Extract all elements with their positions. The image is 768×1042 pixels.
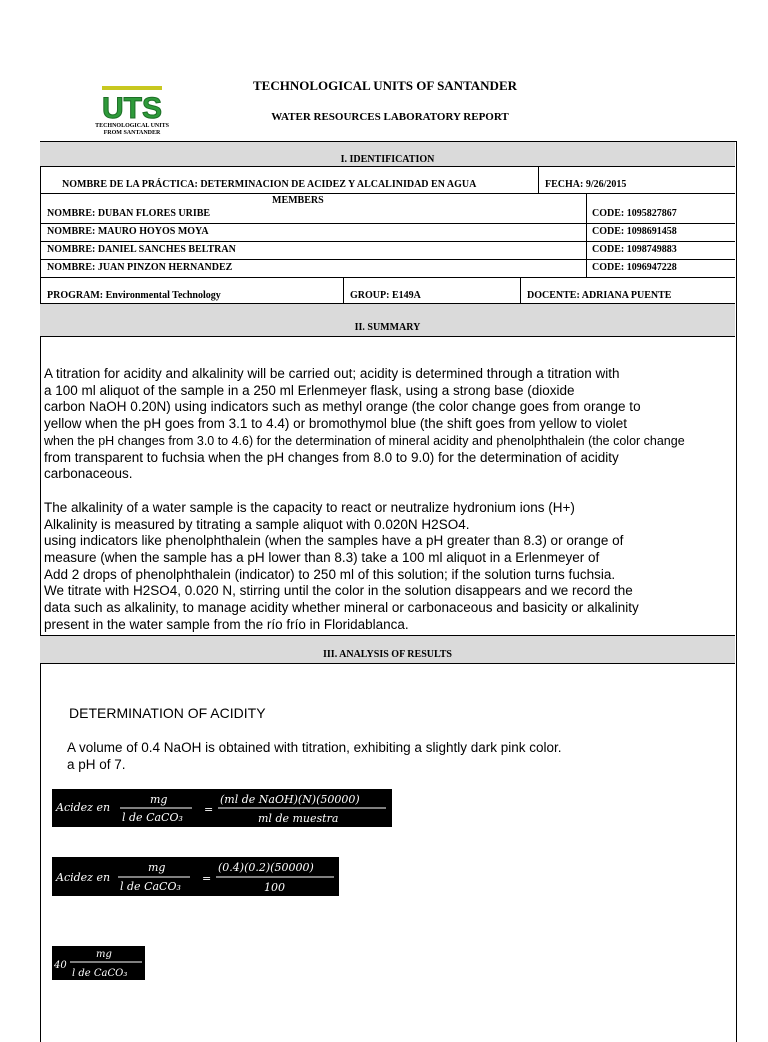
report-date: FECHA: 9/26/2015 <box>545 179 627 190</box>
member-code: CODE: 1095827867 <box>592 208 677 219</box>
svg-text:40: 40 <box>54 960 67 971</box>
svg-text:(0.4)(0.2)(50000): (0.4)(0.2)(50000) <box>218 861 314 874</box>
practice-name: NOMBRE DE LA PRÁCTICA: DETERMINACION DE ACIDEZ Y ALCALINIDAD EN AGUA <box>62 179 477 190</box>
logo-subtitle: TECHNOLOGICAL UNITS FROM SANTANDER <box>95 123 169 136</box>
member-name: NOMBRE: JUAN PINZON HERNANDEZ <box>47 262 233 273</box>
divider <box>40 223 735 224</box>
svg-text:mg: mg <box>150 793 168 806</box>
svg-text:l de CaCO₃: l de CaCO₃ <box>122 811 183 824</box>
group: GROUP: E149A <box>350 290 421 301</box>
divider <box>586 193 587 277</box>
member-name: NOMBRE: MAURO HOYOS MOYA <box>47 226 209 237</box>
svg-text:Acidez en: Acidez en <box>56 801 111 814</box>
svg-text:mg: mg <box>96 949 112 960</box>
summary-text <box>44 366 734 634</box>
members-title: MEMBERS <box>272 195 324 206</box>
member-code: CODE: 1096947228 <box>592 262 677 273</box>
analysis-header: III. ANALYSIS OF RESULTS <box>40 635 735 664</box>
divider <box>40 193 735 194</box>
svg-text:l de CaCO₃: l de CaCO₃ <box>120 880 181 893</box>
svg-text:=: = <box>204 803 214 816</box>
summary-paragraph-acidity: A titration for acidity and alkalinity will be carried out; acidity is determined through a titration with a 100 ml aliquot of the sample in a 250 ml Erlenmeyer flask, using a strong base (dioxide carbon NaOH 0.20N) using indicators such as methyl orange (the color change goes from orange to yellow when the pH goes from 3.1 to 4.4) or bromothymol blue (the shift goes from yellow to violet when the pH changes from 3.0 to 4.6) for the determination of mineral acidity and phenolphthalein (the color change from transparent to fuchsia when the pH changes from 8.0 to 9.0) for the determination of acidity carbonaceous. <box>44 366 685 482</box>
member-name: NOMBRE: DANIEL SANCHES BELTRAN <box>47 244 236 255</box>
report-title: WATER RESOURCES LABORATORY REPORT <box>271 111 509 123</box>
divider <box>40 241 735 242</box>
member-code: CODE: 1098749883 <box>592 244 677 255</box>
acidity-formula-result <box>52 946 145 980</box>
identification-header: I. IDENTIFICATION <box>40 141 735 167</box>
summary-header: II. SUMMARY <box>40 303 735 337</box>
svg-text:ml de muestra: ml de muestra <box>258 812 339 825</box>
divider <box>40 259 735 260</box>
divider <box>343 277 344 303</box>
divider <box>520 277 521 303</box>
member-code: CODE: 1098691458 <box>592 226 677 237</box>
divider <box>40 277 735 278</box>
divider <box>538 167 539 193</box>
svg-text:UTS: UTS <box>102 92 162 125</box>
svg-text:=: = <box>202 872 212 885</box>
organization-title: TECHNOLOGICAL UNITS OF SANTANDER <box>252 78 518 93</box>
svg-text:100: 100 <box>264 881 285 894</box>
program: PROGRAM: Environmental Technology <box>47 290 221 301</box>
member-name: NOMBRE: DUBAN FLORES URIBE <box>47 208 211 219</box>
summary-paragraph-alkalinity: The alkalinity of a water sample is the capacity to react or neutralize hydronium ions (H+) Alkalinity is measured by titrating a sample aliquot with 0.020N H2SO4. using indicators like phenolphthalein (when the samples have a pH greater than 8.3) or orange of measure (when the sample has a pH lower than 8.3) take a 100 ml aliquot in a Erlenmeyer of Add 2 drops of phenolphthalein (indicator) to 250 ml of this solution; if the solution turns fuchsia. We titrate with H2SO4, 0.020 N, stirring until the color in the solution disappears and we record the data such as alkalinity, to manage acidity whether mineral or carbonaceous and basicity or alkalinity present in the water sample from the río frío in Floridablanca. <box>44 499 639 632</box>
svg-text:mg: mg <box>148 861 166 874</box>
svg-text:l de CaCO₃: l de CaCO₃ <box>72 968 128 979</box>
svg-text:Acidez en: Acidez en <box>56 871 111 884</box>
acidity-result-text: A volume of 0.4 NaOH is obtained with titration, exhibiting a slightly dark pink color. a pH of 7. <box>67 740 562 772</box>
acidity-heading: DETERMINATION OF ACIDITY <box>69 705 266 721</box>
acidity-formula-substituted <box>52 857 339 896</box>
docente: DOCENTE: ADRIANA PUENTE <box>527 290 672 301</box>
acidity-formula-general <box>52 789 392 827</box>
svg-text:(ml de NaOH)(N)(50000): (ml de NaOH)(N)(50000) <box>220 793 360 806</box>
